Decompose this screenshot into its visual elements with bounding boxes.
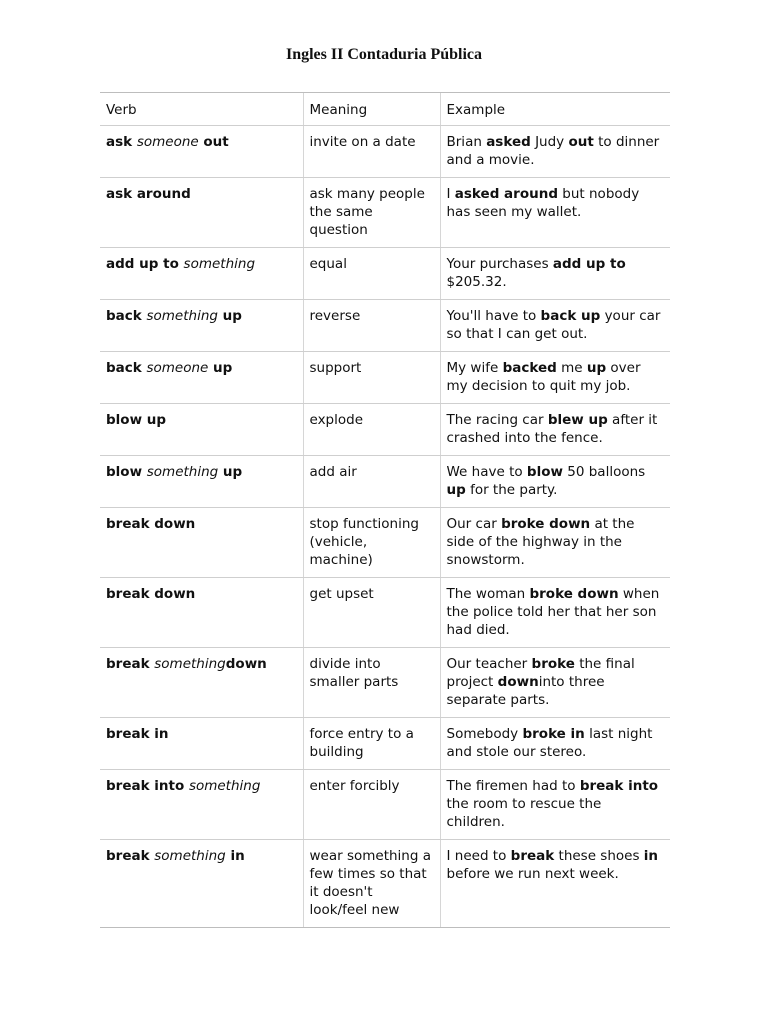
example-segment: blow [526, 464, 563, 480]
example-segment: Somebody [446, 726, 523, 742]
table-row [100, 126, 670, 178]
example-cell [440, 840, 670, 928]
example-segment: out [568, 134, 594, 150]
example-segment: Judy [530, 134, 569, 150]
meaning-cell: get upset [303, 578, 440, 648]
example-segment: these shoes [554, 848, 644, 864]
example-cell [440, 352, 670, 404]
example-segment: up [586, 360, 607, 376]
example-segment: You'll have to [446, 308, 541, 324]
column-header-example: Example [440, 93, 670, 126]
example-segment: asked [486, 134, 531, 150]
meaning-cell: divide into smaller parts [303, 648, 440, 718]
example-segment: The racing car [446, 412, 548, 428]
verb-segment: something [154, 656, 226, 672]
table-row [100, 770, 670, 840]
table-row [100, 352, 670, 404]
example-cell [440, 178, 670, 248]
verb-segment: down [225, 656, 267, 672]
column-header-verb: Verb [100, 93, 303, 126]
example-segment: last night and stole our stereo. [446, 726, 653, 760]
example-segment: I [446, 186, 455, 202]
meaning-cell: support [303, 352, 440, 404]
verb-cell [100, 770, 303, 840]
verb-cell [100, 718, 303, 770]
meaning-cell: explode [303, 404, 440, 456]
verb-segment: add up to [106, 256, 184, 272]
table-row [100, 300, 670, 352]
verb-segment: up [217, 308, 242, 324]
example-segment: Our car [446, 516, 502, 532]
meaning-cell: add air [303, 456, 440, 508]
meaning-cell: reverse [303, 300, 440, 352]
verb-segment: out [198, 134, 229, 150]
table-row [100, 404, 670, 456]
example-segment: back up [540, 308, 601, 324]
example-segment: My wife [446, 360, 503, 376]
verb-segment: blow up [106, 412, 167, 428]
verb-segment: someone [136, 134, 199, 150]
verb-cell [100, 178, 303, 248]
verb-cell [100, 300, 303, 352]
verb-cell [100, 840, 303, 928]
example-segment: for the party. [465, 482, 558, 498]
example-segment: I need to [446, 848, 511, 864]
meaning-cell: force entry to a building [303, 718, 440, 770]
example-cell [440, 718, 670, 770]
verb-segment: someone [146, 360, 209, 376]
example-segment: blew up [547, 412, 608, 428]
example-segment: up [446, 482, 466, 498]
example-cell [440, 404, 670, 456]
verb-segment: back [106, 360, 147, 376]
table-row [100, 718, 670, 770]
meaning-cell: wear something a few times so that it doesn't look/feel new [303, 840, 440, 928]
example-segment: when the police told her that her son had died. [446, 586, 660, 638]
example-segment: broke [531, 656, 575, 672]
verb-cell [100, 248, 303, 300]
table-header-row [100, 93, 670, 126]
verb-segment: break [106, 848, 155, 864]
verb-segment: in [225, 848, 245, 864]
table-row [100, 648, 670, 718]
example-segment: in [643, 848, 659, 864]
example-segment: but nobody has seen my wallet. [446, 186, 640, 220]
example-segment: before we run next week. [446, 866, 619, 882]
meaning-cell: ask many people the same question [303, 178, 440, 248]
example-segment: to dinner and a movie. [446, 134, 660, 168]
example-segment: over my decision to quit my job. [446, 360, 641, 394]
meaning-cell: invite on a date [303, 126, 440, 178]
verb-segment: something [188, 778, 261, 794]
table-row [100, 578, 670, 648]
verb-segment: something [154, 848, 226, 864]
verb-segment: break down [106, 586, 196, 602]
example-segment: Our teacher [446, 656, 532, 672]
example-segment: after it crashed into the fence. [446, 412, 658, 446]
example-segment: me [556, 360, 587, 376]
example-cell [440, 300, 670, 352]
verb-cell [100, 508, 303, 578]
example-segment: 50 balloons [562, 464, 646, 480]
verb-segment: something [146, 308, 218, 324]
phrasal-verbs-table [100, 92, 670, 928]
example-segment: break into [579, 778, 659, 794]
verb-segment: break in [106, 726, 169, 742]
example-segment: broke in [522, 726, 585, 742]
example-segment: Your purchases [446, 256, 553, 272]
example-segment: your car so that I can get out. [446, 308, 661, 342]
verb-segment: up [218, 464, 243, 480]
verb-cell [100, 126, 303, 178]
example-segment: the room to rescue the children. [446, 796, 602, 830]
meaning-cell: stop functioning (vehicle, machine) [303, 508, 440, 578]
meaning-cell: enter forcibly [303, 770, 440, 840]
example-cell [440, 456, 670, 508]
verb-segment: break into [106, 778, 189, 794]
example-segment: down [497, 674, 539, 690]
example-segment: break [510, 848, 555, 864]
table-row [100, 456, 670, 508]
example-segment: add up to [552, 256, 626, 272]
example-segment: backed [502, 360, 557, 376]
verb-cell [100, 404, 303, 456]
verb-cell [100, 352, 303, 404]
example-cell [440, 578, 670, 648]
verb-cell [100, 578, 303, 648]
table-row [100, 178, 670, 248]
example-segment: asked around [454, 186, 558, 202]
verb-segment: break [106, 656, 155, 672]
example-segment: at the side of the highway in the snowstorm. [446, 516, 635, 568]
table-row [100, 840, 670, 928]
table-row [100, 248, 670, 300]
verb-segment: blow [106, 464, 147, 480]
verb-segment: back [106, 308, 147, 324]
column-header-meaning: Meaning [303, 93, 440, 126]
example-segment: $205.32. [446, 274, 507, 290]
table-body [100, 126, 670, 928]
example-cell [440, 648, 670, 718]
example-segment: the final project [446, 656, 635, 690]
verb-segment: ask [106, 134, 137, 150]
example-segment: The firemen had to [446, 778, 580, 794]
verb-cell [100, 456, 303, 508]
example-cell [440, 248, 670, 300]
example-cell [440, 508, 670, 578]
verb-segment: ask around [106, 186, 191, 202]
example-cell [440, 126, 670, 178]
example-cell [440, 770, 670, 840]
verb-segment: something [146, 464, 219, 480]
page-title: Ingles II Contaduria Pública [285, 46, 483, 63]
example-segment: broke down [501, 516, 591, 532]
table-row [100, 508, 670, 578]
example-segment: We have to [446, 464, 527, 480]
example-segment: into three separate parts. [446, 674, 605, 708]
meaning-cell: equal [303, 248, 440, 300]
example-segment: Brian [446, 134, 487, 150]
verb-segment: break down [106, 516, 196, 532]
verb-segment: something [183, 256, 256, 272]
example-segment: broke down [529, 586, 619, 602]
verb-segment: up [208, 360, 233, 376]
verb-cell [100, 648, 303, 718]
example-segment: The woman [446, 586, 530, 602]
